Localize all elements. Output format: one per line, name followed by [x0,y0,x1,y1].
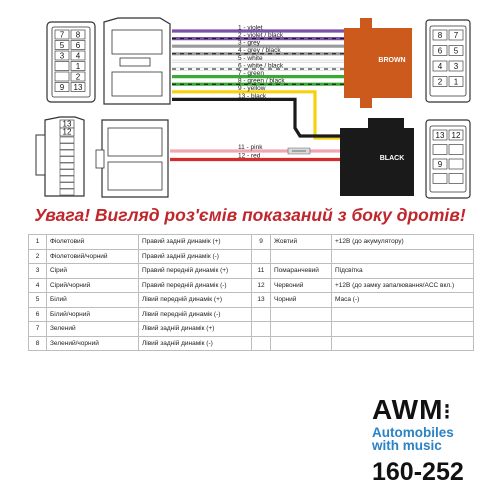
wire-label: 7 - green [238,70,265,77]
table-cell: +12В (до акумулятору) [332,235,474,250]
table-cell [252,322,271,337]
logo-brand: AWM⁝ [372,394,452,425]
wire-label: 5 - white [238,54,263,62]
plug-latch [96,150,104,168]
black-connector-label: BLACK [379,155,405,162]
table-cell: 12 [252,278,271,293]
pin-cell [60,189,74,195]
pin-cell [60,176,74,182]
table-cell [332,336,474,351]
mid-connectors [96,18,170,197]
pin-cell [449,145,463,155]
table-cell: 9 [252,235,271,250]
wiring-diagram [0,0,500,205]
table-cell: Лівий передній динамік (+) [139,293,252,308]
wire-label: 11 - pink [238,144,263,152]
product-code: 160-252 [372,458,464,486]
wires [170,24,360,159]
table-cell: Помаранчевий [271,264,332,279]
table-cell [271,336,332,351]
table-cell: Лівий задній динамік (-) [139,336,252,351]
logo-line1: Automobiles [372,425,454,440]
table-row [29,293,474,308]
table-cell [332,322,474,337]
brown-connector-label: BROWN [378,57,406,64]
pin-number: 12 [451,131,461,140]
warning-text: Увага! Вигляд роз'ємів показаний з боку дротів! [34,205,466,225]
table-cell: Жовтий [271,235,332,250]
plug-face [112,30,162,54]
table-cell: Лівий передній динамік (-) [139,307,252,322]
wire-label: 2 - violet / black [238,32,284,39]
right-connectors [340,18,470,198]
wire-label: 4 - grey / black [238,47,281,55]
table-cell: Правий задній динамік (+) [139,235,252,250]
pin-number: 3 [453,62,459,71]
table-cell [332,249,474,264]
table-cell: Правий передній динамік (+) [139,264,252,279]
table-cell: Білий/чорний [47,307,139,322]
pin-number: 9 [59,82,65,92]
plug-notch [120,58,150,66]
pin-cell [60,170,74,176]
table-cell: 5 [29,293,47,308]
connector-latch [36,135,45,175]
wire-label: 6 - white / black [238,62,284,70]
pin-cell [60,157,74,163]
pin-cell [60,144,74,150]
table-cell: 13 [252,293,271,308]
pin-cell [60,183,74,189]
wire-label: 1 - violet [238,24,263,32]
pin-number: 6 [437,46,443,56]
pin-table [28,234,474,351]
wire-label: 9 - yellow [238,85,266,93]
table-cell: 1 [29,235,47,250]
table-cell [252,249,271,264]
pin-number: 6 [75,40,81,50]
pin-number: 7 [453,31,459,40]
table-cell: Червоний [271,278,332,293]
pin-cell [60,137,74,143]
table-row [29,278,474,293]
table-row [29,307,474,322]
table-cell: 4 [29,278,47,293]
pin-number: 1 [453,77,459,87]
wire-label: 13 - black [238,92,267,100]
table-cell: Правий передній динамік (-) [139,278,252,293]
pin-number: 7 [59,30,65,40]
table-cell: Чорний [271,293,332,308]
pin-number: 5 [59,40,65,50]
pin-number: 8 [437,31,443,40]
table-cell: Зелений/чорний [47,336,139,351]
table-cell: 6 [29,307,47,322]
table-cell [271,322,332,337]
table-cell [271,249,332,264]
table-cell: Сірий [47,264,139,279]
left-top-connector [47,22,95,102]
pin-number: 3 [59,51,65,61]
table-cell: Фіолетовий [47,235,139,250]
table-cell [332,307,474,322]
pin-number: 13 [435,131,445,140]
table-row [29,336,474,351]
table-cell [252,336,271,351]
wire-label: 3 - grey [238,39,261,47]
pin-number: 4 [75,51,81,61]
plug-face [108,128,162,156]
pin-number: 13 [73,82,83,92]
table-cell: Білий [47,293,139,308]
table-cell: 3 [29,264,47,279]
pin-cell [60,163,74,169]
table-cell: Лівий задній динамік (+) [139,322,252,337]
pin-number: 12 [62,127,72,137]
pin-number: 8 [75,30,81,40]
pin-cell [433,174,447,184]
pin-number: 4 [437,62,443,71]
pin-cell [55,72,69,81]
pin-number: 5 [453,46,459,56]
table-cell: 2 [29,249,47,264]
table-row [29,322,474,337]
pin-cell [55,62,69,71]
table-cell: 11 [252,264,271,279]
left-bottom-connector [36,117,84,196]
table-cell: 7 [29,322,47,337]
pin-cell [449,174,463,184]
wire-label: 12 - red [238,152,261,160]
table-cell: Маса (-) [332,293,474,308]
plug-face [108,162,162,190]
pin-cell [433,145,447,155]
pin-cell [60,150,74,156]
pin-number: 2 [437,77,443,87]
table-row [29,249,474,264]
awm-logo [372,396,454,452]
table-cell: Зелений [47,322,139,337]
table-row [29,264,474,279]
table-cell: Фіолетовий/чорний [47,249,139,264]
pin-number: 2 [75,72,81,82]
plug-face [112,72,162,96]
pin-number: 9 [437,160,443,169]
pin-cell [449,159,463,169]
table-row [29,235,474,250]
table-cell: 8 [29,336,47,351]
pin-number: 1 [75,61,81,71]
table-cell [271,307,332,322]
table-cell: Сірий/чорний [47,278,139,293]
table-cell: Підсвітка [332,264,474,279]
pin-number: 13 [62,119,72,129]
wire-label: 8 - green / black [238,77,285,85]
table-cell: +12В (до замку запалювання/ACC вкл.) [332,278,474,293]
logo-line2: with music [372,438,442,453]
table-cell: Правий задній динамік (-) [139,249,252,264]
table-cell [252,307,271,322]
